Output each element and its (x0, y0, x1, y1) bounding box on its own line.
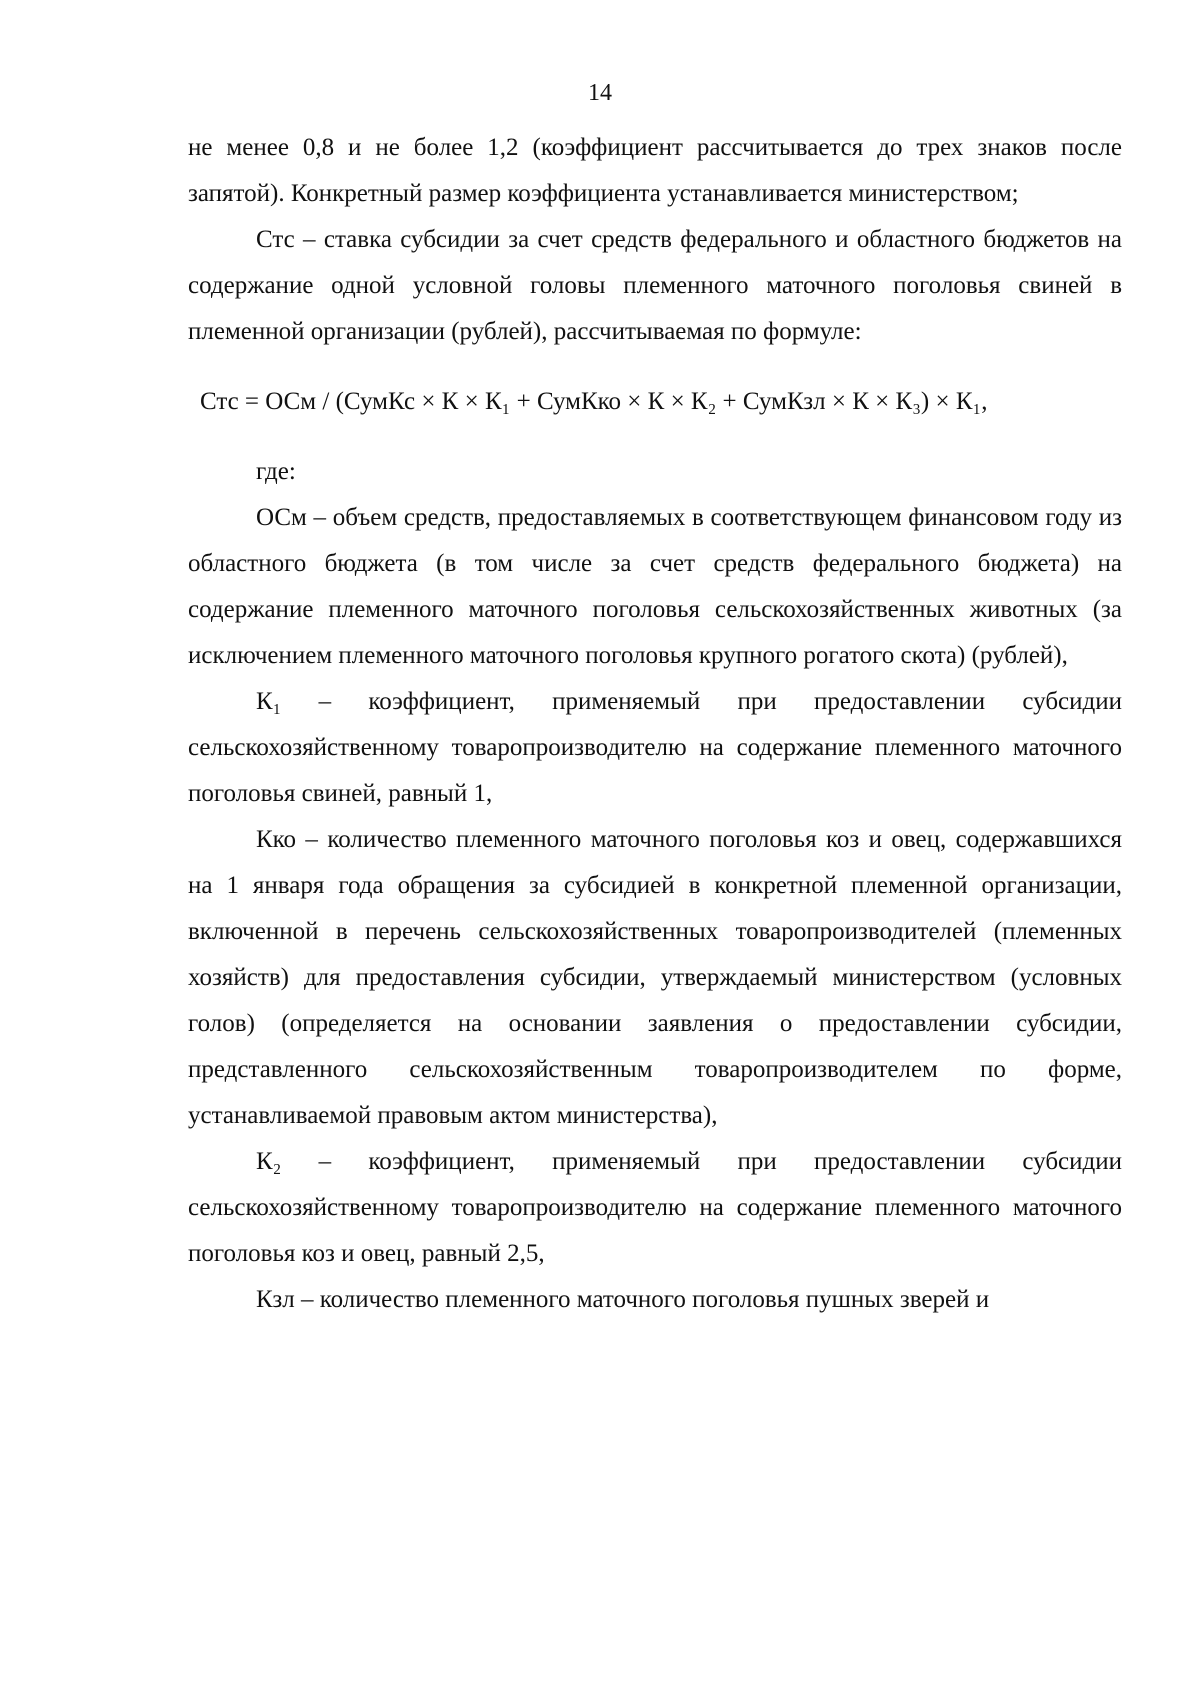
paragraph-coefficient-range: не менее 0,8 и не более 1,2 (коэффициент рассчитывается до трех знаков после запятой). Конкретный размер коэффициента устанавливается министерством; (188, 134, 1122, 207)
formula-stc: Стс = ОСм / (СумКс × К × К₁ + СумКко × К × К₂ + СумКзл × К × К₃) × К₁, (200, 388, 988, 415)
page-number: 14 (588, 80, 612, 106)
paragraph-where: где: (256, 458, 296, 485)
document-body (188, 125, 1122, 1323)
paragraph-kzl-definition: Кзл – количество племенного маточного поголовья пушных зверей и (256, 1286, 990, 1313)
paragraph-k2-definition: К₂ – коэффициент, применяемый при предоставлении субсидии сельскохозяйственному товаропроизводителю на содержание племенного маточного поголовья коз и овец, равный 2,5, (188, 1148, 1122, 1267)
paragraph-k1-definition: К₁ – коэффициент, применяемый при предоставлении субсидии сельскохозяйственному товаропроизводителю на содержание племенного маточного поголовья свиней, равный 1, (188, 688, 1122, 807)
paragraph-osm-definition: ОСм – объем средств, предоставляемых в соответствующем финансовом году из областного бюджета (в том числе за счет средств федерального бюджета) на содержание племенного маточного поголовья сельскохозяйственных животных (за исключением племенного маточного поголовья крупного рогатого скота) (рублей), (188, 504, 1122, 669)
paragraph-stc-definition: Стс – ставка субсидии за счет средств федерального и областного бюджетов на содержание одной условной головы племенного маточного поголовья свиней в племенной организации (рублей), рассчитываемая по формуле: (188, 226, 1122, 345)
paragraph-kko-definition: Кко – количество племенного маточного поголовья коз и овец, содержавшихся на 1 января года обращения за субсидией в конкретной племенной организации, включенной в перечень сельскохозяйственных товаропроизводителей (племенных хозяйств) для предоставления субсидии, утверждаемый министерством (условных голов) (определяется на основании заявления о предоставлении субсидии, представленного сельскохозяйственным товаропроизводителем по форме, устанавливаемой правовым актом министерства), (188, 826, 1122, 1129)
